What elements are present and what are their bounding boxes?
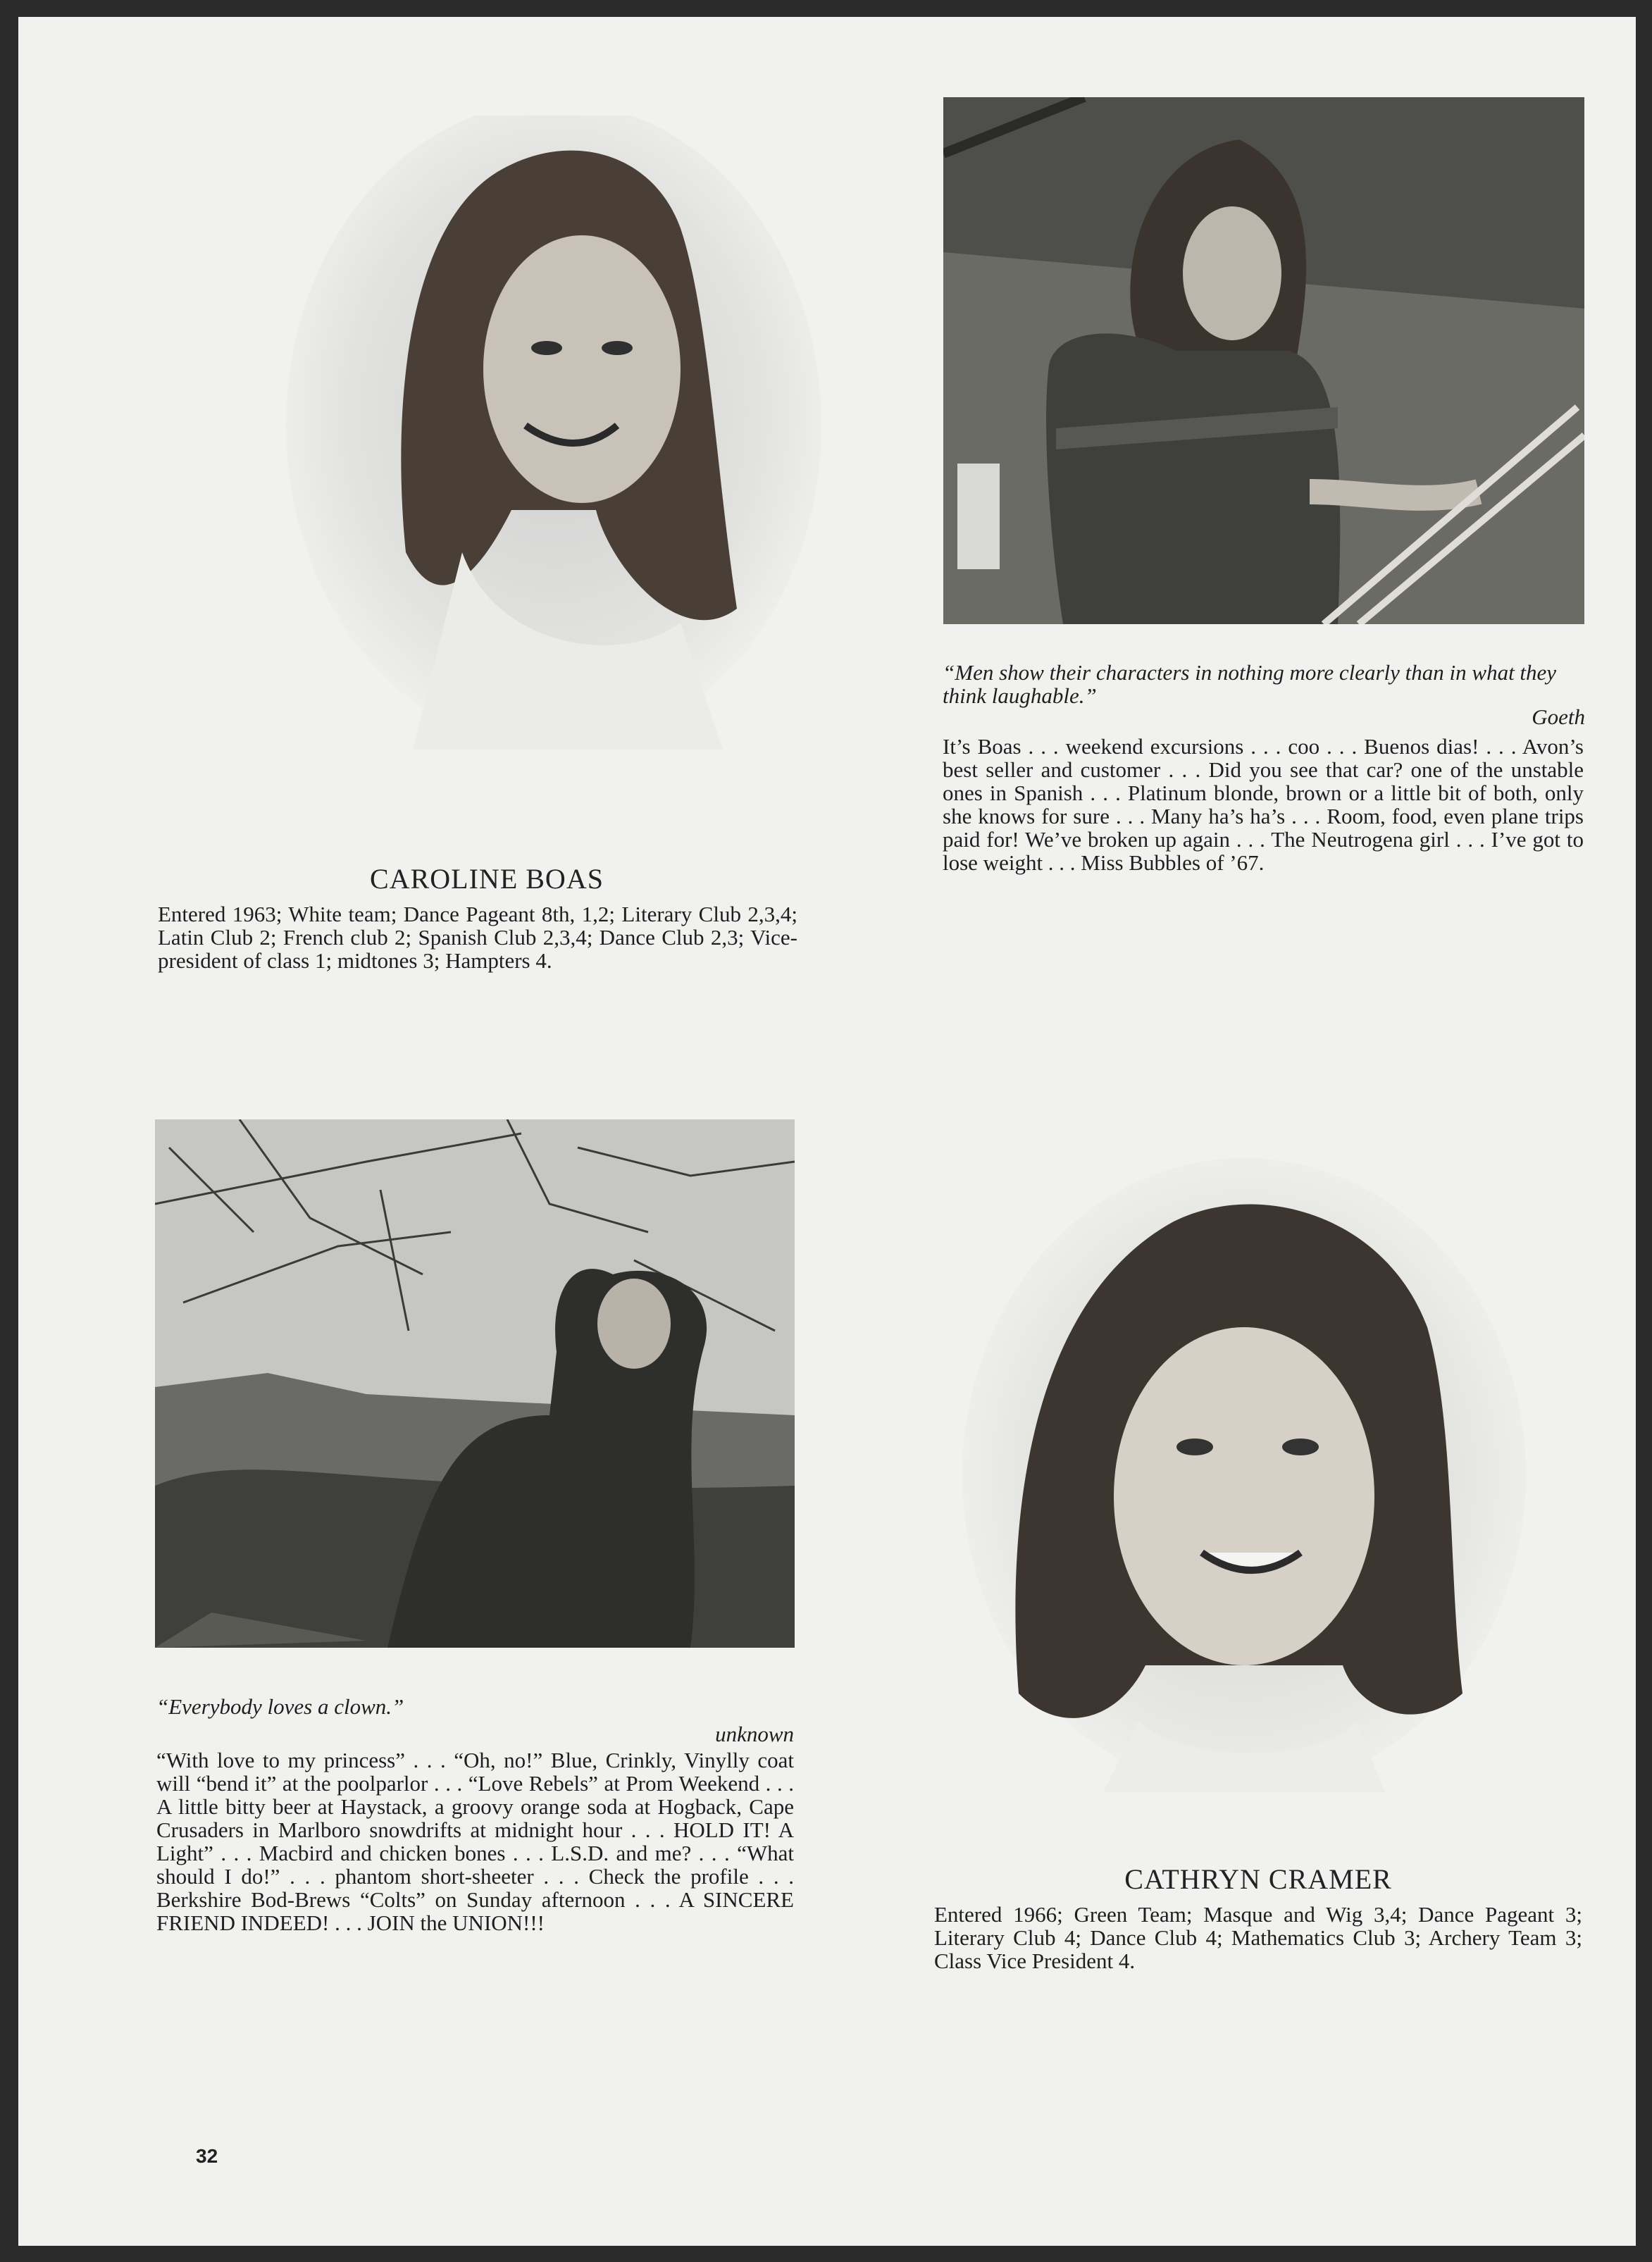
yearbook-page [18,17,1636,2246]
boas-name: CAROLINE BOAS [370,863,604,895]
boas-write-up: It’s Boas . . . weekend excursions . . . coo . . . Buenos dias! . . . Avon’s best seller and customer . . . Did you see that car? one of the unstable ones in Spanish . . . Platinum blonde, brown or a little bit of both, only she knows for sure . . . Many ha’s ha’s . . . Room, food, even plane trips paid for! We’ve broken up again . . . The Neutrogena girl . . . I’ve got to lose weight . . . Miss Bubbles of ’67. [943,734,1584,875]
boas-candid-photo [943,97,1584,624]
cramer-name: CATHRYN CRAMER [1124,1863,1392,1895]
cramer-quote: “Everybody loves a clown.” [156,1694,404,1719]
cramer-portrait-photo [962,1158,1526,1792]
page-number: 32 [196,2145,218,2167]
cramer-candid-photo [155,1119,795,1648]
boas-quote: “Men show their characters in nothing more clearly than in what they think laughable.” [943,660,1557,708]
boas-activities: Entered 1963; White team; Dance Pageant 8th, 1,2; Literary Club 2,3,4; Latin Club 2; French club 2; Spanish Club 2,3,4; Dance Club 2,3; Vice-president of class 1; midtones 3; Hampters 4. [158,902,797,973]
boas-quote-author: Goeth [1532,704,1585,729]
boas-portrait-photo [286,116,821,750]
cramer-activities: Entered 1966; Green Team; Masque and Wig 3,4; Dance Pageant 3; Literary Club 4; Dance Club 4; Mathematics Club 3; Archery Team 3; Class Vice President 4. [934,1902,1582,1973]
cramer-write-up: “With love to my princess” . . . “Oh, no!” Blue, Crinkly, Vinylly coat will “bend it” at the poolparlor . . . “Love Rebels” at Prom Weekend . . . A little bitty beer at Haystack, a groovy orange soda at Hogback, Cape Crusaders in Marlboro snowdrifts at midnight hour . . . HOLD IT! A Light” . . . Macbird and chicken bones . . . L.S.D. and me? . . . “What should I do!” . . . phantom short-sheeter . . . Check the profile . . . Berkshire Bod-Brews “Colts” on Sunday afternoon . . . A SINCERE FRIEND INDEED! . . . JOIN the UNION!!! [156,1748,794,1935]
cramer-quote-author: unknown [715,1722,794,1746]
